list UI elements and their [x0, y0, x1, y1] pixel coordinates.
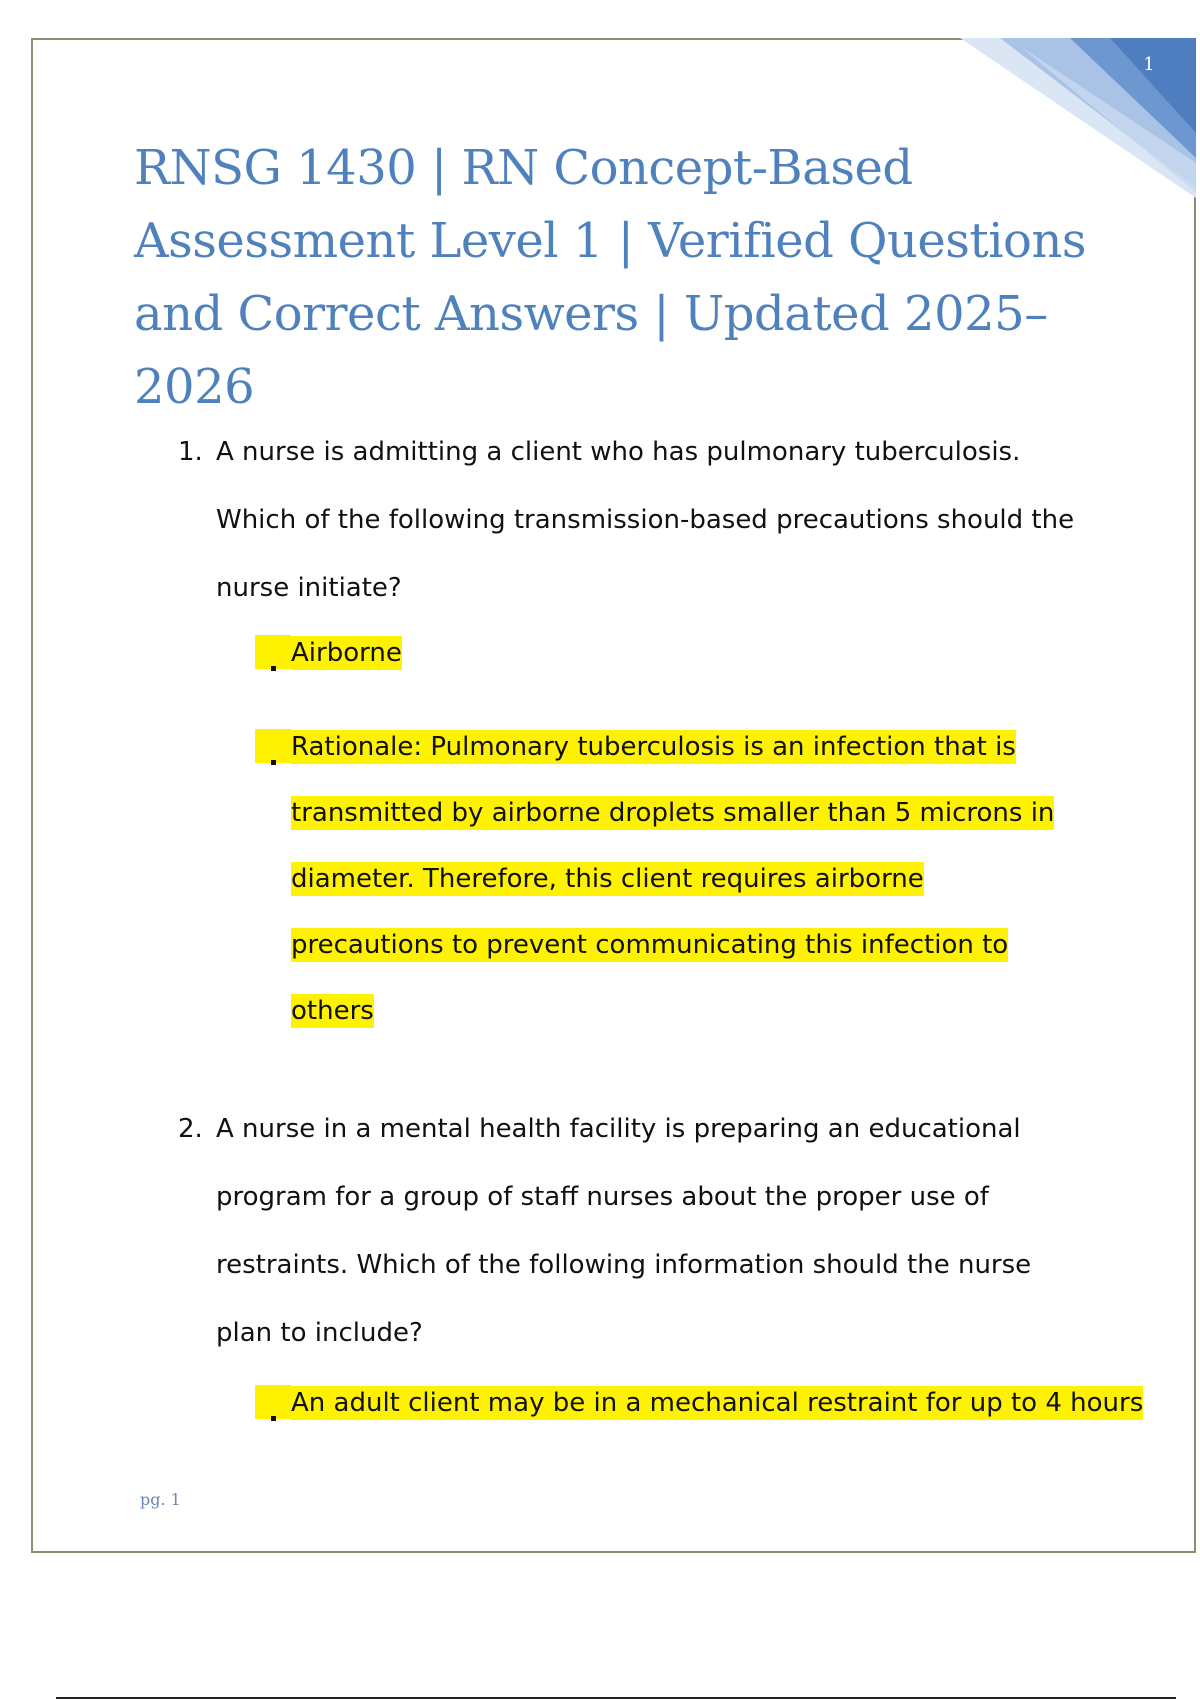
footer-page-label: pg. 1 [140, 1490, 181, 1509]
bottom-horizontal-rule [56, 1697, 1176, 1699]
bullet-icon [255, 729, 291, 763]
page-number: 1 [1143, 54, 1155, 75]
document-title: RNSG 1430 | RN Concept-Based Assessment Level 1 | Verified Questions and Correct Answers | Updated 2025–2026 [134, 140, 1086, 415]
question-text: A nurse in a mental health facility is preparing an educational program for a group of staff nurses about the proper use of restraints. Which of the following information should the nurse plan to include? [216, 1114, 1032, 1348]
answer-item [255, 1370, 1144, 1436]
rationale-text: Rationale: Pulmonary tuberculosis is an infection that is transmitted by airborne droplets smaller than 5 microns in diameter. Therefore, this client requires airborne precautions to prevent communicating this infection to others [291, 732, 1055, 1026]
question-number: 2. [178, 1114, 203, 1144]
question-2 [178, 1095, 1078, 1367]
bullet-icon [255, 635, 291, 669]
question-1 [178, 418, 1078, 622]
answer-text: Airborne [291, 638, 402, 668]
question-number: 1. [178, 437, 203, 467]
answer-item [255, 620, 1015, 686]
rationale-item [255, 714, 1055, 1044]
answer-text: An adult client may be in a mechanical restraint for up to 4 hours [291, 1388, 1144, 1418]
question-text: A nurse is admitting a client who has pulmonary tuberculosis. Which of the following transmission-based precautions should the nurse initiate? [216, 437, 1075, 603]
bullet-icon [255, 1385, 291, 1419]
